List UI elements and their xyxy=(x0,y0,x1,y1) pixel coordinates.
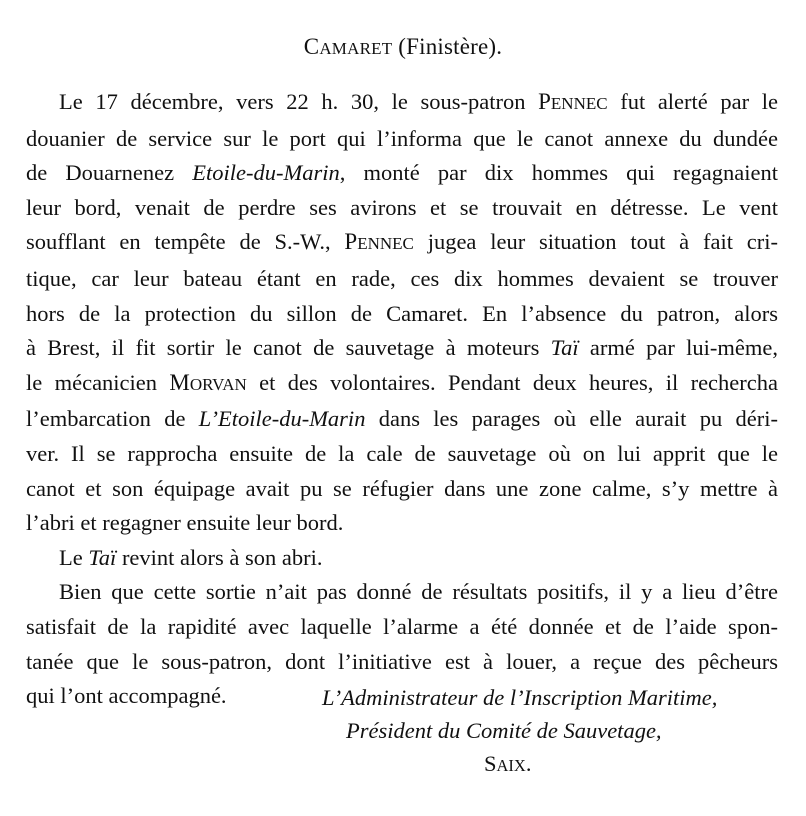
boat-name: Taï xyxy=(88,544,117,570)
paragraph-1-line xyxy=(26,225,778,262)
paragraph-1-line: ver. Il se rapprocha ensuite de la cale de sauvetage où on lui apprit que le xyxy=(26,440,778,466)
text-segment: armé par lui-même, xyxy=(578,335,778,361)
text-segment: l’embarcation de xyxy=(26,406,199,432)
boat-name: Etoile-du-Marin xyxy=(192,160,340,186)
paragraph-3-line: satisfait de la rapidité avec laquelle l’alarme a été donnée et de l’aide spon- xyxy=(26,613,778,639)
paragraph-1-line: tique, car leur bateau étant en rade, ces dix hommes devaient se trouver xyxy=(26,265,778,291)
text-segment: soufflant en tempête de S.-W., xyxy=(26,229,345,255)
name-initial: S xyxy=(484,751,497,776)
paragraph-1-line: canot et son équipage avait pu se réfugier dans une zone calme, s’y mettre à xyxy=(26,475,778,501)
heading-place-rest: AMARET xyxy=(319,39,393,58)
report-body xyxy=(26,85,778,714)
paragraph-3-line: tanée que le sous-patron, dont l’initiative est à louer, a reçue des pêcheurs xyxy=(26,648,778,674)
name-rest: AIX xyxy=(496,756,526,775)
paragraph-1-line: douanier de service sur le port qui l’informa que le canot annexe du dundée xyxy=(26,125,778,151)
paragraph-1-line: leur bord, venait de perdre ses avirons et se trouvait en détresse. Le vent xyxy=(26,194,778,220)
text-segment: et des volontaires. Pendant deux heures, il rechercha xyxy=(246,369,778,395)
name-rest: ENNEC xyxy=(357,234,414,254)
text-segment: de Douarnenez xyxy=(26,160,193,186)
section-heading xyxy=(0,30,806,66)
text-segment: à Brest, il fit sortir le canot de sauvetage à moteurs xyxy=(26,335,551,361)
signatory-role: Président du Comité de Sauvetage, xyxy=(346,718,662,743)
boat-name: Taï xyxy=(550,335,579,361)
boat-name: L’Etoile-du-Marin xyxy=(198,406,366,432)
name-rest: ENNEC xyxy=(550,94,608,113)
name-initial: M xyxy=(169,369,190,395)
paragraph-3-line: qui l’ont accompagné. xyxy=(26,683,227,709)
name-rest: ORVAN xyxy=(189,374,247,394)
text-segment: fut alerté par le xyxy=(607,89,778,114)
signatory-name xyxy=(0,747,806,782)
paragraph-3-line: Bien que cette sortie n’ait pas donné de résultats positifs, il y a lieu d’être xyxy=(59,579,778,605)
name-period: . xyxy=(525,751,532,776)
signature-block xyxy=(0,681,806,782)
heading-place-initial: C xyxy=(303,34,320,59)
paragraph-2-line xyxy=(26,541,778,576)
text-segment: Le xyxy=(59,544,89,570)
name-initial: P xyxy=(344,229,358,255)
paragraph-1-line xyxy=(26,156,778,191)
paragraph-1-line xyxy=(26,402,778,437)
paragraph-1-line xyxy=(26,331,778,366)
name-initial: P xyxy=(538,89,551,114)
text-segment: revint alors à son abri. xyxy=(116,544,323,570)
heading-region: (Finistère). xyxy=(392,34,503,59)
text-segment: Le 17 décembre, vers 22 h. 30, le sous-patron xyxy=(59,89,539,114)
paragraph-1-line xyxy=(26,85,778,122)
text-segment: le mécanicien xyxy=(26,369,170,395)
paragraph-1-line: hors de la protection du sillon de Camaret. En l’absence du patron, alors xyxy=(26,300,778,326)
text-segment: , monté par dix hommes qui regagnaient xyxy=(339,160,778,186)
paragraph-1-line xyxy=(26,366,778,403)
signatory-title: L’Administrateur de l’Inscription Maritime, xyxy=(322,685,718,710)
text-segment: dans les parages où elle aurait pu déri- xyxy=(365,406,778,432)
text-segment: jugea leur situation tout à fait cri- xyxy=(413,229,778,255)
paragraph-1-line: l’abri et regagner ensuite leur bord. xyxy=(26,510,344,536)
